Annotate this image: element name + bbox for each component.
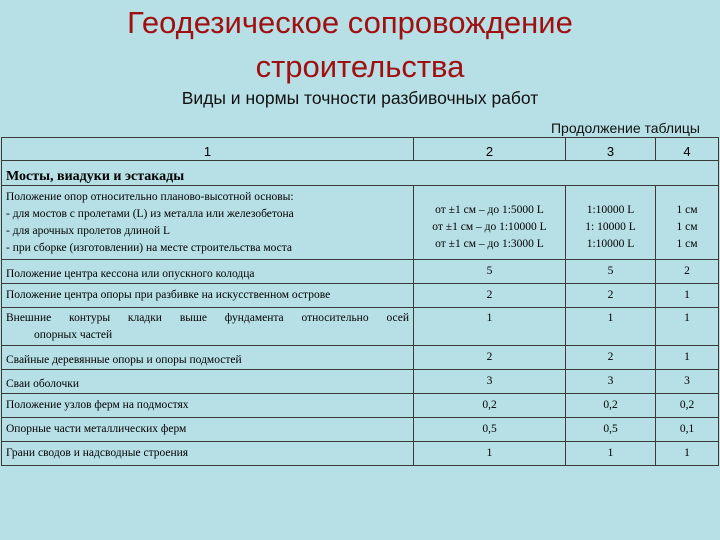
cell-line: от ±1 см – до 1:10000 L [432, 221, 547, 233]
table-row [2, 418, 719, 442]
row-label [2, 308, 414, 346]
cell-line: 1: 10000 L [585, 221, 636, 233]
cell-line: 1 см [676, 204, 698, 216]
row-col-3: 0,5 [566, 418, 656, 442]
table-row [2, 284, 719, 308]
row-label: Свайные деревянные опоры и опоры подмостей [2, 346, 414, 370]
row-col-2: 1 [414, 308, 566, 346]
row-col-2 [414, 186, 566, 260]
row-col-3: 2 [566, 346, 656, 370]
row-col-3: 3 [566, 370, 656, 394]
row-label: Опорные части металлических ферм [2, 418, 414, 442]
row-col-3: 5 [566, 260, 656, 284]
section-row [2, 161, 719, 186]
cell-line: 1:10000 L [586, 204, 635, 216]
table-header-row [2, 138, 719, 161]
table-row [2, 260, 719, 284]
table-row [2, 346, 719, 370]
row-col-4: 0,1 [656, 418, 719, 442]
row-col-4: 1 [656, 346, 719, 370]
row-label-line: Внешние контуры кладки выше фундамента относительно осей [6, 311, 409, 324]
row-col-4: 0,2 [656, 394, 719, 418]
row-col-4: 2 [656, 260, 719, 284]
header-col-3: 3 [566, 138, 656, 161]
row-label: Положение центра опоры при разбивке на искусственном острове [2, 284, 414, 308]
table-row [2, 370, 719, 394]
row-label: Грани сводов и надсводные строения [2, 442, 414, 466]
row-col-4 [656, 186, 719, 260]
table-row [2, 394, 719, 418]
row-col-3 [566, 186, 656, 260]
row-label: Положение центра кессона или опускного колодца [2, 260, 414, 284]
row-label-line: Положение опор относительно планово-высотной основы: [6, 190, 294, 203]
row-col-2: 2 [414, 284, 566, 308]
header-col-1: 1 [2, 138, 414, 161]
row-col-2: 2 [414, 346, 566, 370]
row-col-2: 5 [414, 260, 566, 284]
table-row [2, 308, 719, 346]
header-col-2: 2 [414, 138, 566, 161]
row-label-line: - для арочных пролетов длиной L [6, 224, 171, 237]
row-label-line: опорных частей [34, 328, 113, 341]
table-continuation-label: Продолжение таблицы [550, 120, 700, 136]
row-label-line: - для мостов с пролетами (L) из металла или железобетона [6, 207, 294, 220]
row-label-line: - при сборке (изготовлении) на месте строительства моста [6, 241, 293, 254]
cell-line: 1 см [676, 221, 698, 233]
row-col-3: 1 [566, 308, 656, 346]
accuracy-table [1, 137, 719, 466]
cell-line: 1:10000 L [586, 238, 635, 250]
row-col-2: 0,5 [414, 418, 566, 442]
row-col-2: 1 [414, 442, 566, 466]
row-col-2: 0,2 [414, 394, 566, 418]
row-col-3: 0,2 [566, 394, 656, 418]
header-col-4: 4 [656, 138, 719, 161]
row-label: Сваи оболочки [2, 370, 414, 394]
row-col-3: 1 [566, 442, 656, 466]
table-row [2, 442, 719, 466]
table-row [2, 186, 719, 260]
cell-line: от ±1 см – до 1:3000 L [435, 238, 544, 250]
subtitle: Виды и нормы точности разбивочных работ [181, 88, 539, 108]
row-label: Положение узлов ферм на подмостях [2, 394, 414, 418]
row-label [2, 186, 414, 260]
section-title: Мосты, виадуки и эстакады [2, 161, 719, 186]
title-line-2: строительства [255, 49, 465, 84]
cell-line: от ±1 см – до 1:5000 L [435, 204, 544, 216]
row-col-4: 1 [656, 308, 719, 346]
row-col-2: 3 [414, 370, 566, 394]
row-col-3: 2 [566, 284, 656, 308]
title-line-1: Геодезическое сопровождение [127, 5, 573, 40]
row-col-4: 1 [656, 284, 719, 308]
row-col-4: 3 [656, 370, 719, 394]
cell-line: 1 см [676, 238, 698, 250]
row-col-4: 1 [656, 442, 719, 466]
